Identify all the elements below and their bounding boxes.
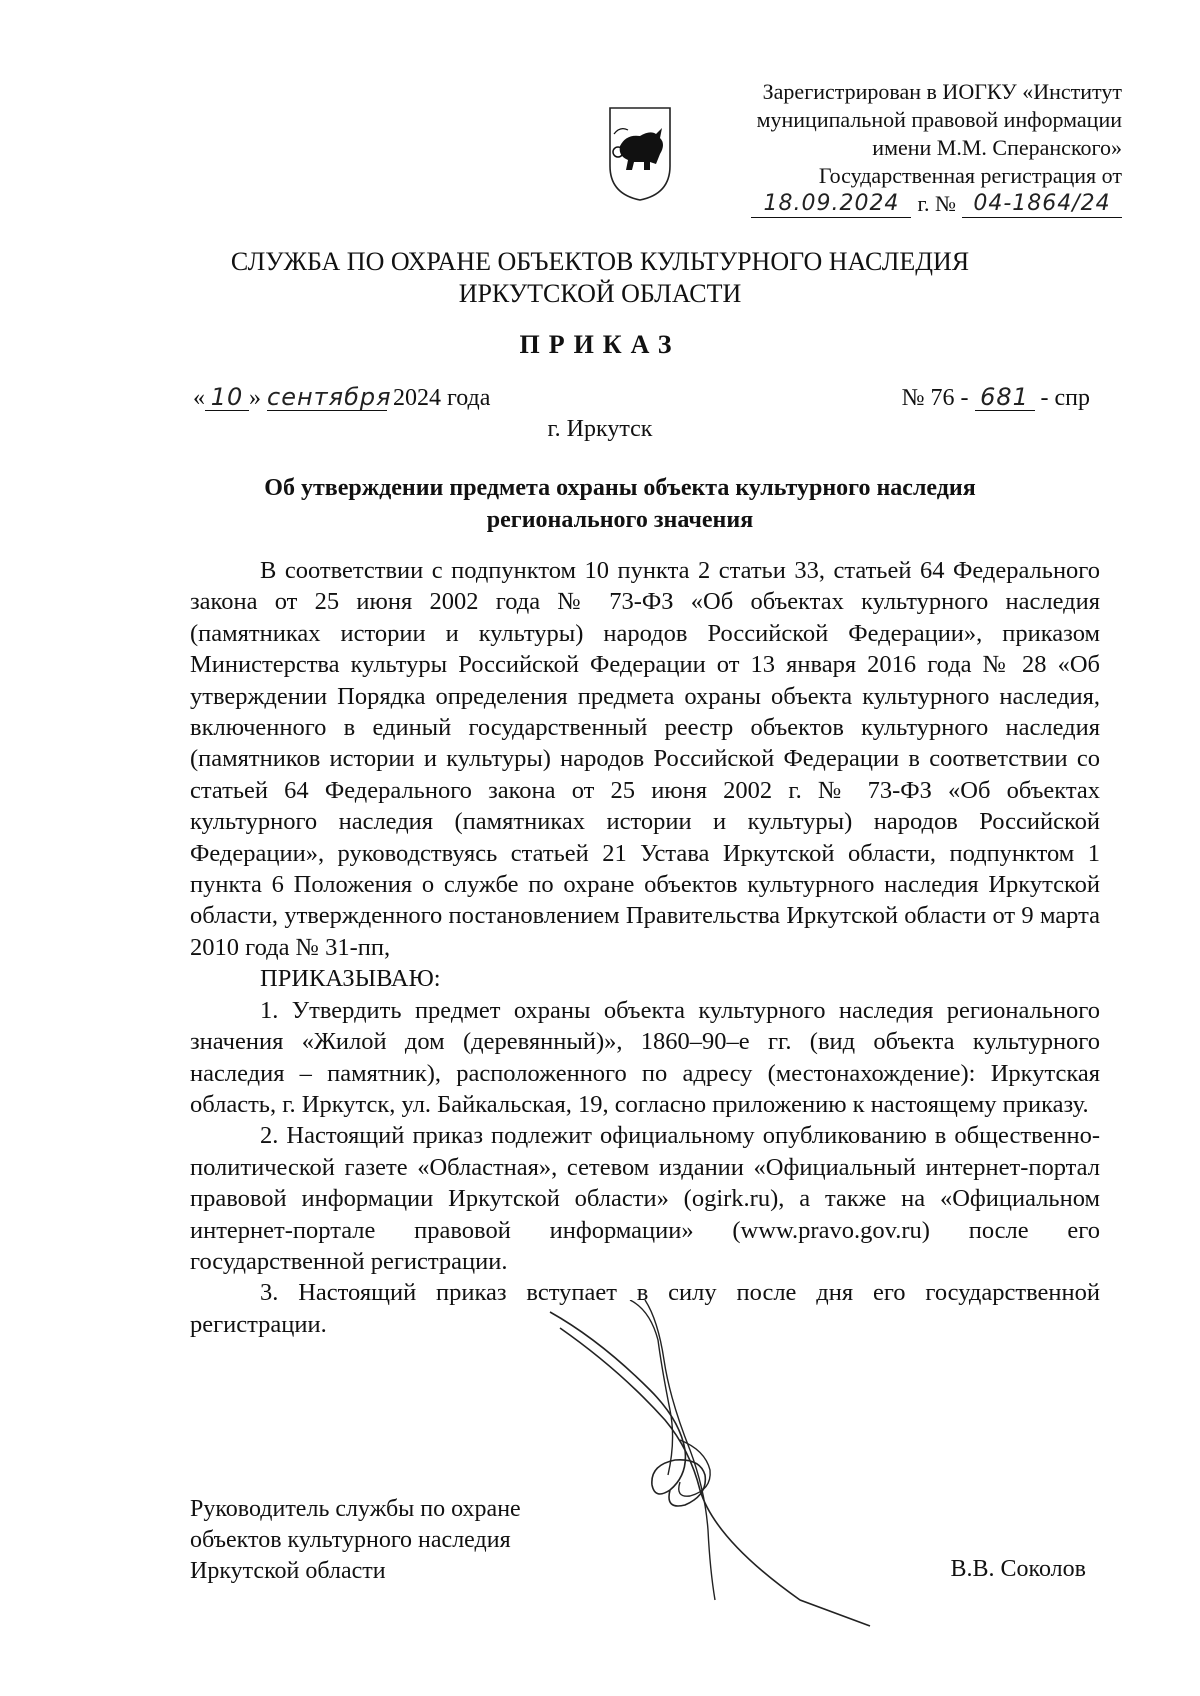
signatory-position	[190, 1494, 521, 1587]
quote-close: »	[249, 385, 261, 411]
signatory-position-line: объектов культурного наследия	[190, 1527, 511, 1553]
city: г. Иркутск	[547, 416, 653, 442]
order-verb: ПРИКАЗЫВАЮ:	[260, 965, 441, 993]
registration-details	[700, 190, 1122, 218]
order-number-suffix: - спр	[1040, 385, 1090, 411]
quote-open: «	[193, 385, 205, 411]
order-number-handwritten: 681	[975, 384, 1035, 411]
order-date	[193, 384, 490, 412]
registration-line: Зарегистрирован в ИОГКУ «Институт	[762, 79, 1122, 104]
registration-number: 04-1864/24	[962, 191, 1122, 218]
title-line: Об утверждении предмета охраны объекта культурного наследия	[264, 475, 976, 501]
preamble-paragraph: В соответствии с подпунктом 10 пункта 2 статьи 33, статьей 64 Федерального закона от 25 июня 2002 года № 73-ФЗ «Об объектах культурного наследия (памятниках истории и культуры) народов Российской Федерации», приказом Министерства культуры Российской Федерации от 13 января 2016 года № 28 «Об утверждении Порядка определения предмета охраны объекта культурного наследия, включенного в единый государственный реестр объектов культурного наследия (памятников истории и культуры) народов Российской Федерации в соответствии со статьей 64 Федерального закона от 25 июня 2002 г. № 73-ФЗ «Об объектах культурного наследия (памятниках истории и культуры) народов Российской Федерации», руководствуясь статьей 21 Устава Иркутской области, подпунктом 1 пункта 6 Положения о службе по охране объектов культурного наследия Иркутской области, утвержденного постановлением Правительства Иркутской области от 9 марта 2010 года № 31-пп,	[190, 557, 1100, 961]
signatory-position-line: Иркутской области	[190, 1558, 386, 1584]
order-item-2: 2. Настоящий приказ подлежит официальному опубликованию в общественно-политической газете «Областная», сетевом издании «Официальный интернет-портал правовой информации Иркутской области» (ogirk.ru), а также на «Официальном интернет-портале правовой информации» (www.pravo.gov.ru) после его государственной регистрации.	[190, 1122, 1100, 1275]
organization-line: СЛУЖБА ПО ОХРАНЕ ОБЪЕКТОВ КУЛЬТУРНОГО НАСЛЕДИЯ	[230, 247, 970, 276]
signatory-name: В.В. Соколов	[950, 1556, 1086, 1582]
order-item-3: 3. Настоящий приказ вступает в силу после дня его государственной регистрации.	[190, 1279, 1100, 1338]
organization-name	[0, 246, 1200, 310]
organization-line: ИРКУТСКОЙ ОБЛАСТИ	[458, 279, 742, 308]
document-title	[190, 472, 1050, 536]
handwritten-signature	[540, 1300, 940, 1630]
registration-date: 18.09.2024	[751, 191, 911, 218]
registration-line: Государственная регистрация от	[818, 163, 1122, 188]
registration-line: имени М.М. Сперанского»	[872, 135, 1122, 160]
registration-number-label: г. №	[917, 191, 956, 216]
registration-line: муниципальной правовой информации	[756, 107, 1122, 132]
order-number	[902, 384, 1090, 412]
order-month: сентября	[267, 383, 392, 411]
signatory-position-line: Руководитель службы по охране	[190, 1496, 521, 1522]
order-item-1: 1. Утвердить предмет охраны объекта культурного наследия регионального значения «Жилой дом (деревянный)», 1860–90–е гг. (вид объекта культурного наследия – памятник), расположенного по адресу (местонахождение): Иркутская область, г. Иркутск, ул. Байкальская, 19, согласно приложению к настоящему приказу.	[190, 996, 1100, 1118]
document-body	[190, 555, 1100, 1340]
document-type: ПРИКАЗ	[519, 330, 681, 359]
coat-of-arms-icon	[606, 104, 674, 204]
order-day: 10	[205, 384, 249, 411]
title-line: регионального значения	[486, 507, 754, 533]
order-number-prefix: № 76 -	[901, 385, 969, 411]
order-year: 2024 года	[393, 385, 491, 411]
registration-stamp	[700, 78, 1122, 218]
